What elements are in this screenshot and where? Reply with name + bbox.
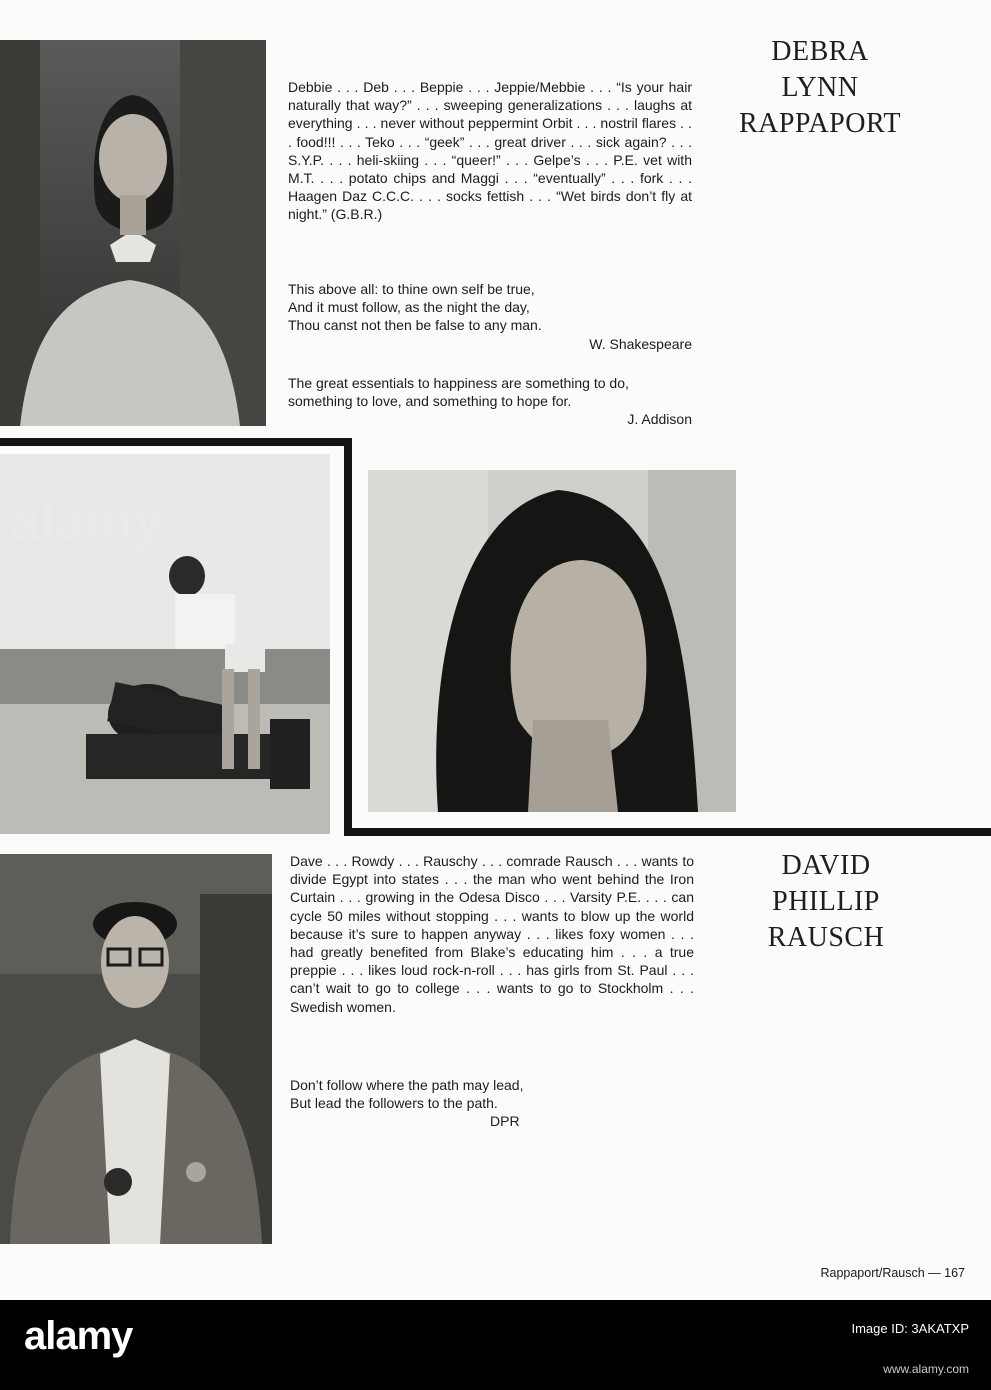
name-line-middle: LYNN [781, 72, 859, 103]
alamy-logo: alamy [24, 1314, 133, 1358]
stock-photo-banner [0, 1300, 991, 1390]
photo-debra-closeup [368, 470, 736, 812]
name-line-last: RAPPAPORT [738, 108, 902, 139]
name-david-phillip-rausch [726, 848, 926, 956]
photo-david-portrait [0, 854, 272, 1244]
divider-bottom [344, 828, 991, 836]
quote-addison [288, 374, 692, 429]
divider-vertical [344, 438, 352, 836]
divider-top [0, 438, 352, 446]
name-line-first: DAVID [781, 850, 871, 881]
name-debra-lynn-rappaport [720, 34, 920, 142]
image-id: Image ID: 3AKATXP [851, 1321, 969, 1336]
bio-david: Dave . . . Rowdy . . . Rauschy . . . comrade Rausch . . . wants to divide Egypt into states . . . the man who went behind the Iron Curtain . . . growing in the Odesa Disco . . . Varsity P.E. . . . can cycle 50 miles without stopping . . . wants to blow up the world because it’s sure to happen anyway . . . likes foxy women . . . had greatly benefited from Blake’s educating him . . . a true preppie . . . likes loud rock-n-roll . . . has girls from St. Paul . . . can’t wait to go to college . . . wants to go to Stockholm . . . Swedish women. [290, 853, 694, 1015]
quote-attribution: DPR [490, 1113, 520, 1130]
stock-url: www.alamy.com [883, 1362, 969, 1376]
quote-line: And it must follow, as the night the day, [288, 299, 530, 316]
photo-cannon [0, 454, 330, 834]
quote-attribution: J. Addison [627, 411, 692, 428]
name-line-first: DEBRA [771, 36, 869, 67]
bio-debra: Debbie . . . Deb . . . Beppie . . . Jeppie/Mebbie . . . “Is your hair naturally that way?” . . . sweeping generalizations . . . laughs at everything . . . never without peppermint Orbit . . . nostril flares . . . food!!! . . . Teko . . . “geek” . . . great driver . . . sick again? . . . S.Y.P. . . . heli-skiing . . . “queer!” . . . Gelpe’s . . . P.E. vet with M.T. . . . potato chips and Maggi . . . “eventually” . . . fork . . . Haagen Daz C.C.C. . . . socks fettish . . . “Wet birds don’t fly at night.” (G.B.R.) [288, 79, 692, 223]
quote-text: The great essentials to happiness are something to do, something to love, and something to hope for. [288, 375, 629, 410]
name-line-middle: PHILLIP [772, 886, 880, 917]
quote-dpr [290, 1076, 530, 1131]
page-footer: Rappaport/Rausch — 167 [820, 1266, 965, 1280]
photo-debra-portrait [0, 40, 266, 426]
quote-line: But lead the followers to the path. [290, 1095, 498, 1112]
quote-shakespeare [288, 280, 692, 353]
quote-line: Thou canst not then be false to any man. [288, 317, 542, 334]
name-line-last: RAUSCH [767, 922, 885, 953]
quote-line: Don’t follow where the path may lead, [290, 1077, 524, 1093]
quote-line: This above all: to thine own self be true, [288, 281, 535, 297]
quote-attribution: W. Shakespeare [589, 335, 692, 352]
